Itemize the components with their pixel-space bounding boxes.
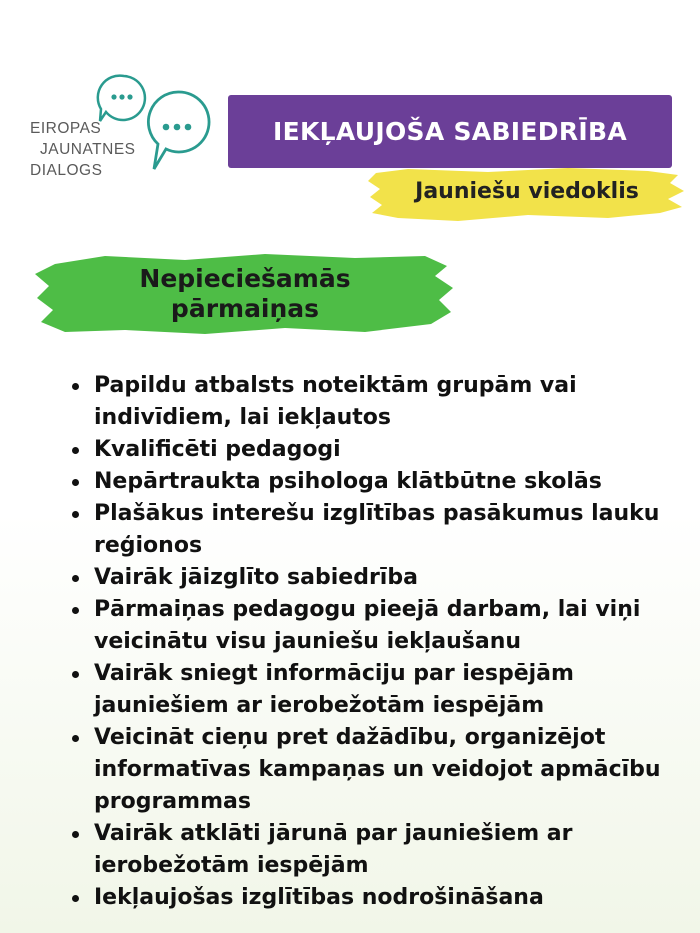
list-item: Iekļaujošas izglītības nodrošināšana bbox=[70, 882, 680, 914]
list-item: Vairāk jāizglīto sabiedrība bbox=[70, 562, 680, 594]
list-item: Papildu atbalsts noteiktām grupām vai indivīdiem, lai iekļautos bbox=[70, 370, 680, 434]
title-banner bbox=[228, 95, 672, 168]
logo-line-2: JAUNATNES bbox=[40, 141, 136, 158]
section-title-line-2: pārmaiņas bbox=[170, 294, 320, 323]
subtitle: Jauniešu viedoklis bbox=[415, 178, 639, 204]
logo-line-1: EIROPAS bbox=[30, 120, 102, 137]
list-item: Vairāk atklāti jārunā par jauniešiem ar ierobežotām iespējām bbox=[70, 818, 680, 882]
list-item: Plašākus interešu izglītības pasākumus lauku reģionos bbox=[70, 498, 680, 562]
section-heading bbox=[35, 248, 455, 340]
changes-list bbox=[70, 370, 680, 914]
list-item: Veicināt cieņu pret dažādību, organizējot informatīvas kampaņas un veidojot apmācību programmas bbox=[70, 722, 680, 818]
logo-text bbox=[30, 118, 136, 181]
list-item: Kvalificēti pedagogi bbox=[70, 434, 680, 466]
logo-line-3: DIALOGS bbox=[30, 162, 103, 179]
section-title-line-1: Nepieciešamās bbox=[139, 264, 351, 293]
list-item: Vairāk sniegt informāciju par iespējām jauniešiem ar ierobežotām iespējām bbox=[70, 658, 680, 722]
page-title: IEKĻAUJOŠA SABIEDRĪBA bbox=[273, 117, 627, 146]
list-item: Nepārtraukta psihologa klātbūtne skolās bbox=[70, 466, 680, 498]
logo bbox=[28, 70, 218, 190]
subtitle-banner bbox=[368, 163, 686, 225]
list-item: Pārmaiņas pedagogu pieejā darbam, lai viņi veicinātu visu jauniešu iekļaušanu bbox=[70, 594, 680, 658]
